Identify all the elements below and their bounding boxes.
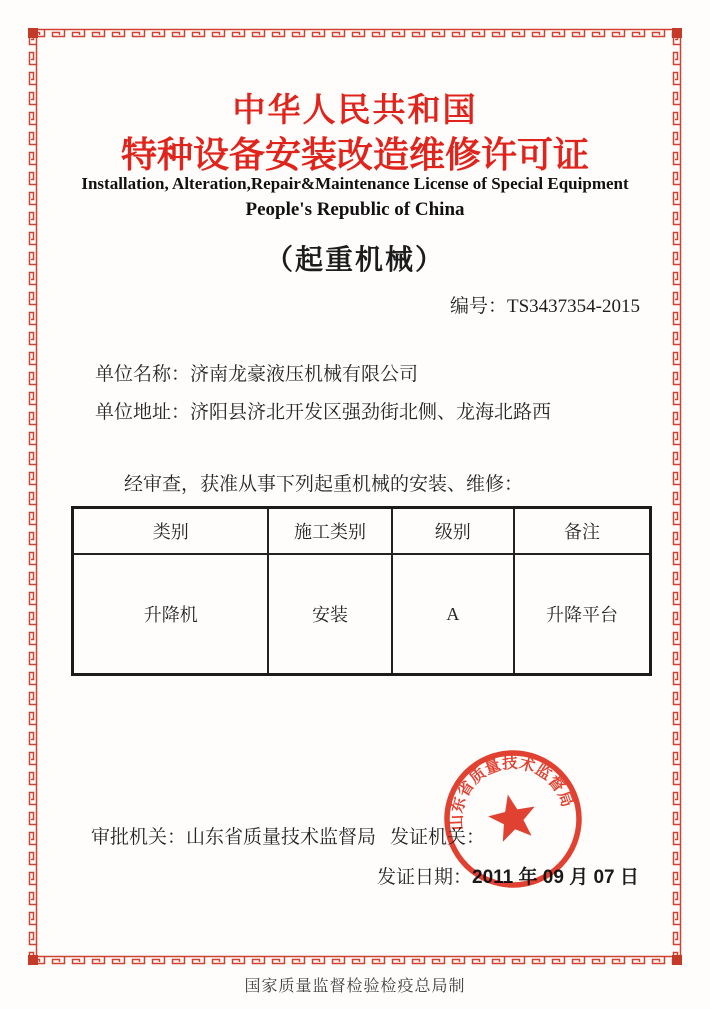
company-address-value: 济阳县济北开发区强劲街北侧、龙海北路西 (190, 402, 552, 423)
border-corner-bottom-left (28, 955, 38, 965)
title-cn-line1: 中华人民共和国 (232, 91, 478, 128)
producer-note: 国家质量监督检验检疫总局制 (244, 978, 466, 995)
seal-star-icon (485, 790, 541, 844)
company-name-label: 单位名称： (95, 364, 191, 385)
title-en-line2: People's Republic of China (245, 199, 465, 220)
header-remarks: 备注 (514, 508, 650, 555)
approving-authority-value: 山东省质量技术监督局 (186, 827, 377, 848)
table-row (73, 554, 651, 675)
table-header-row (73, 508, 651, 555)
cell-work-type: 安装 (268, 554, 391, 675)
permitted-work-table (71, 506, 652, 676)
approving-authority-label: 审批机关： (91, 827, 187, 848)
cell-category: 升降机 (73, 554, 269, 675)
issue-date-value: 2011 年 09 月 07 日 (472, 867, 639, 888)
border-corner-bottom-right (672, 955, 682, 965)
seal-text: 山东省质量技术监督局 (448, 754, 576, 831)
cell-remarks: 升降平台 (514, 554, 650, 675)
header-grade: 级别 (392, 508, 515, 555)
approval-note: 经审查，获准从事下列起重机械的安装、维修： (124, 474, 524, 495)
license-number-value: TS3437354-2015 (507, 296, 640, 317)
border-corner-top-right (672, 28, 682, 38)
header-work-type: 施工类别 (268, 508, 391, 555)
company-address-label: 单位地址： (95, 402, 191, 423)
header-category: 类别 (73, 508, 269, 555)
issuing-authority-label: 发证机关： (390, 827, 486, 848)
title-cn-line2: 特种设备安装改造维修许可证 (120, 134, 589, 175)
cell-grade: A (392, 554, 515, 675)
equipment-category: （起重机械） (264, 244, 445, 275)
company-address-line (95, 397, 551, 424)
title-en-line1: Installation, Alteration,Repair&Maintenance License of Special Equipment (81, 174, 629, 193)
license-number-line (450, 291, 640, 318)
company-name-line (95, 359, 418, 386)
license-number-label: 编号： (449, 296, 507, 317)
official-seal (428, 734, 598, 904)
issue-date-label: 发证日期： (377, 867, 473, 888)
border-corner-top-left (28, 28, 38, 38)
company-name-value: 济南龙豪液压机械有限公司 (190, 364, 419, 385)
authority-line (91, 822, 485, 849)
